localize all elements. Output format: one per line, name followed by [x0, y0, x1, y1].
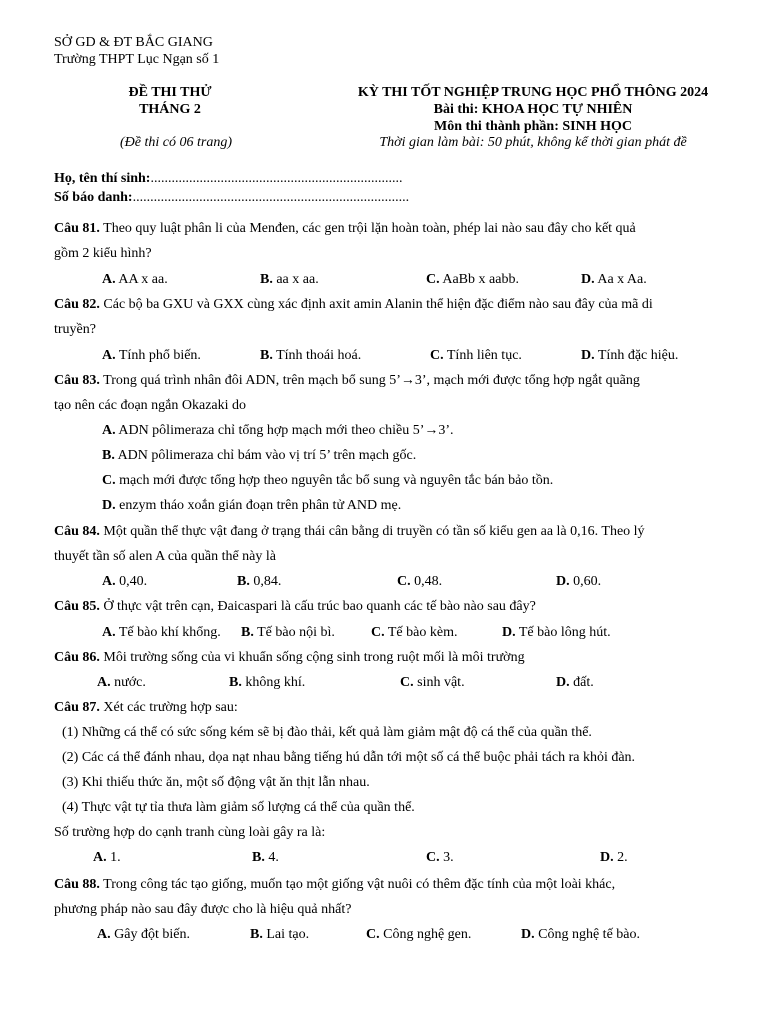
question-label: Câu 81. — [54, 221, 100, 236]
option-c — [371, 620, 457, 645]
question-text — [54, 519, 714, 544]
question-line: Trong quá trình nhân đôi ADN, trên mạch bổ sung 5’→3’, mạch mới được tổng hợp ngắt quãng — [99, 373, 640, 388]
question-line: tạo nên các đoạn ngắn Okazaki do — [54, 398, 247, 413]
option-a — [93, 845, 121, 870]
option-text: 0,48. — [410, 574, 443, 589]
option-b — [260, 343, 361, 368]
option-letter: B. — [260, 348, 273, 363]
option-d — [581, 267, 647, 292]
option-letter: D. — [502, 625, 516, 640]
question-87 — [54, 695, 238, 720]
question-label: Câu 88. — [54, 877, 100, 892]
option-text: AA x aa. — [115, 272, 168, 287]
option-c — [430, 343, 522, 368]
option-letter: D. — [521, 927, 535, 942]
option-letter: B. — [102, 448, 115, 463]
option-c — [397, 569, 442, 594]
question-label: Câu 85. — [54, 599, 100, 614]
option-text: 3. — [439, 850, 454, 865]
option-letter: A. — [102, 423, 116, 438]
option-b — [241, 620, 335, 645]
question-line: Theo quy luật phân li của Menđen, các gen trội lặn hoàn toàn, phép lai nào sau đây cho kết quả — [99, 221, 636, 236]
option-letter: A. — [97, 927, 111, 942]
exam-title-line-1: KỲ THI TỐT NGHIỆP TRUNG HỌC PHỔ THÔNG 2024 — [357, 85, 709, 100]
option-b — [250, 922, 309, 947]
option-text: aa x aa. — [272, 272, 319, 287]
option-letter: A. — [102, 272, 116, 287]
exam-type-title — [100, 84, 240, 118]
question-84 — [54, 519, 714, 569]
candidate-id-label: Số báo danh: — [54, 190, 133, 205]
option-letter: D. — [581, 348, 595, 363]
question-line: truyền? — [54, 322, 96, 337]
option-letter: A. — [102, 348, 116, 363]
option-text: 0,84. — [249, 574, 282, 589]
question-line: Các bộ ba GXU và GXX cùng xác định axit amin Alanin thể hiện đặc điểm nào sau đây của mã di — [99, 297, 653, 312]
question-82 — [54, 292, 714, 342]
option-a — [102, 267, 168, 292]
option-text: 4. — [264, 850, 279, 865]
header-left — [54, 34, 254, 68]
option-letter: D. — [102, 498, 116, 513]
option-text: 0,60. — [569, 574, 602, 589]
option-d — [102, 493, 401, 518]
option-letter: C. — [371, 625, 385, 640]
option-b — [229, 670, 305, 695]
option-text: Tính đặc hiệu. — [594, 348, 679, 363]
question-text — [54, 872, 714, 897]
option-d — [556, 569, 601, 594]
question-line: Ở thực vật trên cạn, Đaicaspari là cấu trúc bao quanh các tế bào nào sau đây? — [99, 599, 536, 614]
school-name: Trường THPT Lục Ngạn số 1 — [54, 52, 220, 67]
option-letter: C. — [430, 348, 444, 363]
option-letter: A. — [93, 850, 107, 865]
question-line: Trong công tác tạo giống, muốn tạo một giống vật nuôi có thêm đặc tính của một loài khác, — [99, 877, 616, 892]
question-line: Môi trường sống của vi khuẩn sống cộng sinh trong ruột mối là môi trường — [99, 650, 525, 665]
option-letter: B. — [252, 850, 265, 865]
option-text: Tế bào lông hút. — [515, 625, 611, 640]
option-text: Aa x Aa. — [594, 272, 647, 287]
option-c — [400, 670, 465, 695]
option-text: 0,40. — [115, 574, 148, 589]
option-text: đất. — [569, 675, 594, 690]
exam-type-line-2: THÁNG 2 — [139, 102, 201, 117]
exam-title — [320, 84, 746, 135]
option-d — [502, 620, 611, 645]
case-item: (3) Khi thiếu thức ăn, một số động vật ăn thịt lẫn nhau. — [62, 775, 370, 790]
candidate-info — [54, 169, 409, 207]
option-text: Tế bào nội bì. — [253, 625, 335, 640]
option-c — [102, 468, 553, 493]
option-b — [102, 443, 416, 468]
option-text: Công nghệ gen. — [379, 927, 472, 942]
exam-type-line-1: ĐỀ THI THỬ — [128, 85, 212, 100]
question-line: gồm 2 kiểu hình? — [54, 246, 152, 261]
option-d — [521, 922, 640, 947]
question-label: Câu 83. — [54, 373, 100, 388]
option-text: enzym tháo xoắn gián đoạn trên phân tử AND mẹ. — [115, 498, 402, 513]
option-text: Tế bào khí khổng. — [115, 625, 221, 640]
option-a — [102, 569, 147, 594]
question-text — [54, 216, 714, 241]
option-text: ADN pôlimeraza chỉ tổng hợp mạch mới theo chiều 5’→3’. — [115, 423, 454, 438]
case-item: (1) Những cá thể có sức sống kém sẽ bị đào thải, kết quả làm giảm mật độ cá thể của quần thể. — [62, 725, 592, 740]
question-81 — [54, 216, 714, 266]
question-line: Một quần thể thực vật đang ở trạng thái cân bằng di truyền có tần số kiểu gen aa là 0,16. Theo lý — [99, 524, 645, 539]
option-letter: B. — [237, 574, 250, 589]
option-text: sinh vật. — [413, 675, 465, 690]
option-letter: A. — [102, 574, 116, 589]
option-letter: A. — [97, 675, 111, 690]
option-letter: B. — [260, 272, 273, 287]
option-letter: A. — [102, 625, 116, 640]
option-text: Gây đột biến. — [110, 927, 190, 942]
option-d — [581, 343, 678, 368]
option-text: không khí. — [241, 675, 306, 690]
question-label: Câu 86. — [54, 650, 100, 665]
option-letter: C. — [426, 272, 440, 287]
question-prompt: Số trường hợp do cạnh tranh cùng loài gây ra là: — [54, 825, 326, 840]
question-label: Câu 87. — [54, 700, 100, 715]
option-text: Tính thoái hoá. — [272, 348, 362, 363]
exam-title-line-2: Bài thi: KHOA HỌC TỰ NHIÊN — [433, 102, 633, 117]
page-count-note: (Đề thi có 06 trang) — [120, 135, 232, 150]
option-letter: C. — [102, 473, 116, 488]
option-letter: D. — [581, 272, 595, 287]
option-c — [426, 845, 454, 870]
option-text: Tế bào kèm. — [384, 625, 458, 640]
option-a — [97, 922, 190, 947]
option-letter: C. — [366, 927, 380, 942]
option-text: 2. — [613, 850, 628, 865]
candidate-name-field — [54, 169, 409, 188]
option-text: Tính phổ biến. — [115, 348, 201, 363]
question-88 — [54, 872, 714, 922]
question-text — [54, 368, 714, 393]
option-b — [237, 569, 281, 594]
case-item: (2) Các cá thể đánh nhau, dọa nạt nhau bằng tiếng hú dẫn tới một số cá thể buộc phải tách ra khỏi đàn. — [62, 750, 636, 765]
option-letter: D. — [600, 850, 614, 865]
option-letter: B. — [250, 927, 263, 942]
option-text: mạch mới được tổng hợp theo nguyên tắc bổ sung và nguyên tắc bán bảo tồn. — [115, 473, 554, 488]
question-85 — [54, 594, 536, 619]
question-line: Xét các trường hợp sau: — [99, 700, 238, 715]
option-d — [556, 670, 594, 695]
candidate-id-field — [54, 188, 409, 207]
option-c — [366, 922, 471, 947]
candidate-name-label: Họ, tên thí sinh: — [54, 171, 151, 186]
case-item: (4) Thực vật tự tỉa thưa làm giảm số lượng cá thể của quần thể. — [62, 800, 415, 815]
option-letter: C. — [397, 574, 411, 589]
question-line: thuyết tần số alen A của quần thể này là — [54, 549, 276, 564]
question-86 — [54, 645, 525, 670]
option-text: Lai tạo. — [262, 927, 310, 942]
option-letter: B. — [241, 625, 254, 640]
option-text: nước. — [110, 675, 146, 690]
option-text: AaBb x aabb. — [439, 272, 519, 287]
option-text: 1. — [106, 850, 121, 865]
option-letter: D. — [556, 675, 570, 690]
option-text: ADN pôlimeraza chỉ bám vào vị trí 5’ trên mạch gốc. — [114, 448, 417, 463]
option-b — [252, 845, 279, 870]
option-text: Tính liên tục. — [443, 348, 522, 363]
question-label: Câu 84. — [54, 524, 100, 539]
option-letter: D. — [556, 574, 570, 589]
exam-title-line-3: Môn thi thành phần: SINH HỌC — [433, 119, 632, 134]
option-letter: B. — [229, 675, 242, 690]
option-b — [260, 267, 319, 292]
time-limit-note: Thời gian làm bài: 50 phút, không kể thời gian phát đề — [379, 135, 687, 150]
option-a — [102, 343, 201, 368]
option-a — [97, 670, 146, 695]
question-text — [54, 292, 714, 317]
option-letter: C. — [400, 675, 414, 690]
question-line: phương pháp nào sau đây được cho là hiệu quả nhất? — [54, 902, 352, 917]
option-d — [600, 845, 628, 870]
option-letter: C. — [426, 850, 440, 865]
candidate-id-dots: ............................................................................... — [132, 190, 410, 205]
question-83 — [54, 368, 714, 418]
option-a — [102, 418, 454, 443]
department-name: SỞ GD & ĐT BẮC GIANG — [54, 35, 213, 50]
option-c — [426, 267, 519, 292]
option-a — [102, 620, 221, 645]
candidate-name-dots: ........................................................................ — [150, 171, 403, 186]
question-label: Câu 82. — [54, 297, 100, 312]
option-text: Công nghệ tế bào. — [534, 927, 640, 942]
